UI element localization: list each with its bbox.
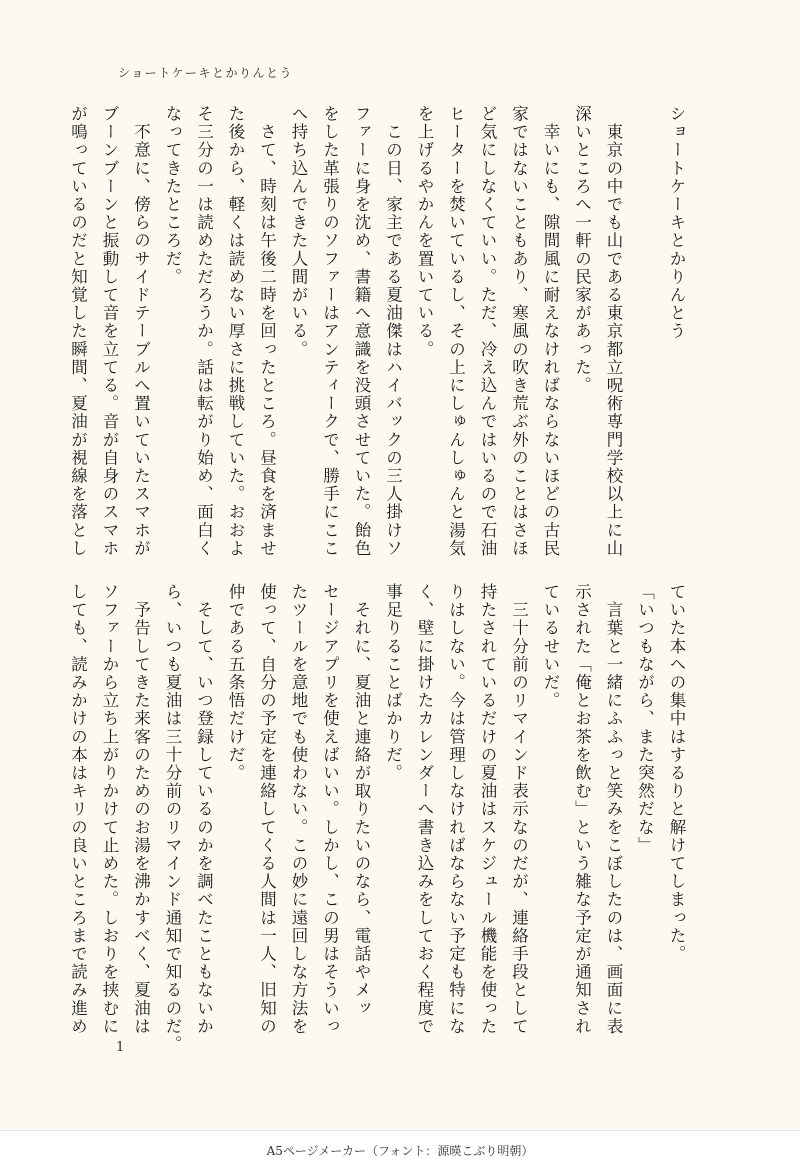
text-block-top — [68, 105, 692, 558]
text-line: た後から、軽くは読めない厚さに挑戦していた。おおよ — [226, 105, 245, 558]
text-line: ヒーターを焚いているし、その上にしゅんしゅんと湯気 — [446, 105, 466, 558]
text-line: ら、いつも夏油は三十分前のリマインド通知で知るのだ。 — [163, 583, 182, 1054]
text-line: りはしない。今は管理しなければならない予定も特にな — [446, 583, 466, 1036]
text-line: を上げるやかんを置いている。 — [415, 105, 434, 359]
text-line: たツールを意地でも使わない。この妙に遠回しな方法を — [289, 583, 308, 1036]
text-line: ブーンブーンと振動して音を立てる。音が自身のスマホ — [100, 105, 119, 558]
text-line: 示された「俺とお茶を飲む」という雑な予定が通知され — [572, 583, 592, 1036]
text-line: ていた本への集中はするりと解けてしまった。 — [667, 583, 686, 964]
text-line: が鳴っているのだと知覚した瞬間、夏油が視線を落とし — [68, 105, 88, 558]
text-line: 不意に、傍らのサイドテーブルへ置いていたスマホが — [131, 105, 151, 558]
text-line: をした革張りのソファーはアンティークで、勝手にここ — [320, 105, 340, 558]
footer-credit: A5ページメーカー（フォント：源暎こぶり明朝） — [0, 1130, 800, 1172]
chapter-title: ショートケーキとかりんとう — [667, 105, 686, 341]
text-line: ファーに身を沈め、書籍へ意識を没頭させていた。飴色 — [352, 105, 371, 558]
text-line: 持たされているだけの夏油はスケジュール機能を使った — [478, 583, 497, 1036]
page-number: 1 — [116, 1040, 125, 1055]
text-line: なってきたところだ。 — [163, 105, 182, 286]
text-line: この日、家主である夏油傑はハイバックの三人掛けソ — [383, 105, 403, 558]
text-line: 「いつもながら、また突然だな」 — [635, 583, 655, 855]
text-line: ているせいだ。 — [541, 583, 560, 710]
text-line: そ三分の一は読めただろうか。話は転がり始め、面白く — [194, 105, 214, 558]
text-line: 深いところへ一軒の民家があった。 — [572, 105, 592, 395]
text-line: それに、夏油と連絡が取りたいのなら、電話やメッ — [352, 583, 371, 1018]
text-line: ソファーから立ち上がりかけて止めた。しおりを挟むに — [100, 583, 119, 1036]
text-line: 三十分前のリマインド表示なのだが、連絡手段として — [509, 583, 529, 1036]
text-line: 幸いにも、隙間風に耐えなければならないほどの古民 — [541, 105, 560, 558]
text-line: へ持ち込んできた人間がいる。 — [289, 105, 308, 359]
text-line: さて、時刻は午後二時を回ったところ。昼食を済ませ — [257, 105, 277, 558]
text-line: そして、いつ登録しているのかを調べたこともないか — [194, 583, 214, 1036]
text-line: 仲である五条悟だけだ。 — [226, 583, 245, 783]
text-line: しても、読みかけの本はキリの良いところまで読み進め — [68, 583, 88, 1036]
text-block-bottom — [68, 583, 692, 1054]
text-line: 東京の中でも山である東京都立呪術専門学校以上に山 — [604, 105, 623, 558]
text-line: く、壁に掛けたカレンダーへ書き込みをしておく程度で — [415, 583, 434, 1036]
text-line: 家ではないこともあり、寒風の吹き荒ぶ外のことはさほ — [509, 105, 529, 558]
text-line: ど気にしなくていい。ただ、冷え込んではいるので石油 — [478, 105, 497, 558]
text-line: 言葉と一緒にふふっと笑みをこぼしたのは、画面に表 — [604, 583, 623, 1036]
running-header: ショートケーキとかりんとう — [118, 66, 294, 80]
text-line: 事足りることばかりだ。 — [383, 583, 403, 783]
text-line: 使って、自分の予定を連絡してくる人間は一人、旧知の — [257, 583, 277, 1036]
text-line: 予告してきた来客のためのお湯を沸かすべく、夏油は — [131, 583, 151, 1036]
text-line: セージアプリを使えばいい。しかし、この男はそういっ — [320, 583, 340, 1036]
